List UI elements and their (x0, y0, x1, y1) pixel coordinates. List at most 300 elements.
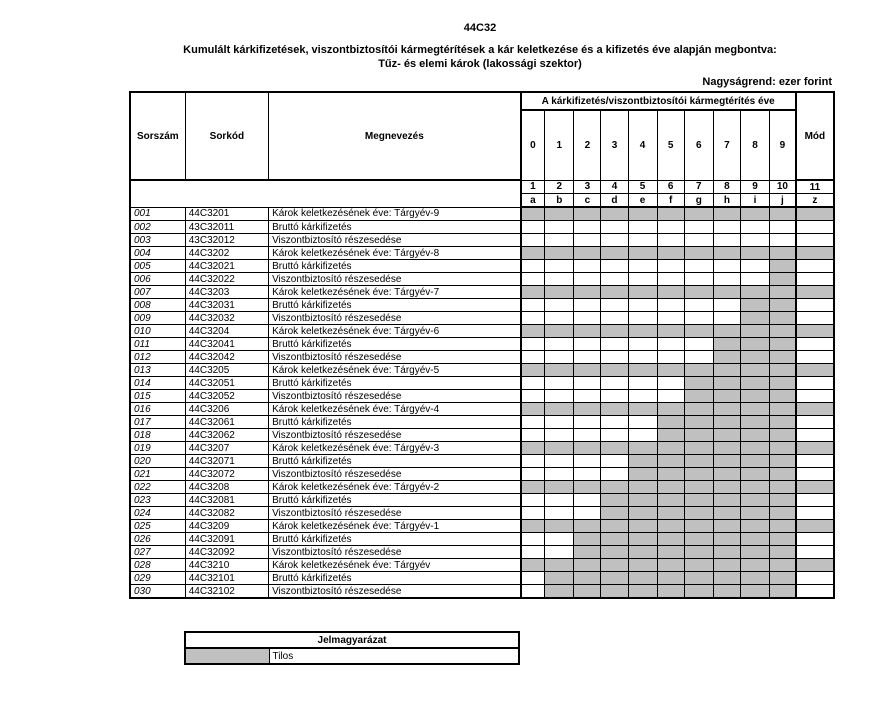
cell-forbidden (574, 533, 601, 546)
table-row (130, 286, 834, 299)
input-cell[interactable] (628, 273, 657, 286)
input-cell[interactable] (684, 260, 713, 273)
input-cell[interactable] (601, 338, 628, 351)
cell-forbidden (770, 247, 796, 260)
row-sorkod: 44C32051 (185, 377, 268, 390)
col-header-year: 8 (740, 110, 769, 180)
input-cell[interactable] (521, 546, 545, 559)
col-header-mod: Mód (796, 92, 834, 180)
input-cell[interactable] (601, 377, 628, 390)
col-header-sorszam: Sorszám (130, 92, 185, 180)
input-cell[interactable] (545, 299, 574, 312)
input-cell-mod[interactable] (796, 533, 834, 546)
table-row (130, 455, 834, 468)
cell-forbidden (713, 468, 740, 481)
input-cell[interactable] (713, 234, 740, 247)
cell-forbidden (628, 481, 657, 494)
cell-forbidden (713, 559, 740, 572)
col-letter: c (574, 194, 601, 208)
legend-label: Tilos (269, 648, 519, 664)
input-cell-mod[interactable] (796, 377, 834, 390)
page-subtitle: Tűz- és elemi károk (lakossági szektor) (378, 58, 582, 70)
input-cell[interactable] (545, 546, 574, 559)
input-cell[interactable] (545, 234, 574, 247)
cell-forbidden (740, 546, 769, 559)
input-cell-mod[interactable] (796, 416, 834, 429)
col-number: 7 (684, 180, 713, 194)
input-cell[interactable] (684, 221, 713, 234)
cell-forbidden (740, 207, 769, 221)
input-cell[interactable] (574, 260, 601, 273)
row-sorkod: 44C32102 (185, 585, 268, 599)
cell-forbidden (601, 507, 628, 520)
cell-forbidden (770, 377, 796, 390)
cell-forbidden (713, 325, 740, 338)
input-cell[interactable] (545, 494, 574, 507)
row-sorszam: 010 (130, 325, 185, 338)
input-cell[interactable] (628, 338, 657, 351)
cell-forbidden (770, 260, 796, 273)
input-cell[interactable] (545, 351, 574, 364)
row-sorkod: 44C32081 (185, 494, 268, 507)
cell-forbidden (713, 416, 740, 429)
cell-forbidden (770, 325, 796, 338)
input-cell[interactable] (545, 221, 574, 234)
input-cell[interactable] (521, 455, 545, 468)
cell-forbidden (657, 468, 684, 481)
row-megnevezes: Bruttó kárkifizetés (269, 572, 521, 585)
cell-forbidden (740, 377, 769, 390)
row-sorkod: 44C3209 (185, 520, 268, 533)
input-cell[interactable] (574, 299, 601, 312)
table-row (130, 207, 834, 221)
cell-forbidden (628, 442, 657, 455)
cell-forbidden (796, 559, 834, 572)
data-table (129, 91, 835, 599)
cell-forbidden (684, 559, 713, 572)
input-cell[interactable] (545, 338, 574, 351)
col-letter: a (521, 194, 545, 208)
table-row (130, 390, 834, 403)
input-cell[interactable] (740, 234, 769, 247)
input-cell[interactable] (521, 377, 545, 390)
input-cell[interactable] (601, 260, 628, 273)
input-cell-mod[interactable] (796, 572, 834, 585)
input-cell[interactable] (770, 234, 796, 247)
input-cell[interactable] (628, 390, 657, 403)
col-number: 1 (521, 180, 545, 194)
row-sorszam: 019 (130, 442, 185, 455)
input-cell[interactable] (657, 299, 684, 312)
cell-forbidden (684, 403, 713, 416)
input-cell[interactable] (628, 299, 657, 312)
cell-forbidden (770, 273, 796, 286)
row-sorszam: 026 (130, 533, 185, 546)
table-row (130, 247, 834, 260)
input-cell[interactable] (521, 468, 545, 481)
input-cell[interactable] (521, 390, 545, 403)
cell-forbidden (601, 559, 628, 572)
input-cell[interactable] (684, 351, 713, 364)
row-sorszam: 004 (130, 247, 185, 260)
cell-forbidden (740, 299, 769, 312)
input-cell[interactable] (601, 221, 628, 234)
cell-forbidden (601, 494, 628, 507)
col-header-sorkod: Sorkód (185, 92, 268, 180)
row-megnevezes: Viszontbiztosító részesedése (269, 273, 521, 286)
cell-forbidden (521, 520, 545, 533)
legend-title: Jelmagyarázat (185, 632, 519, 648)
cell-forbidden (521, 364, 545, 377)
table-row (130, 585, 834, 599)
input-cell[interactable] (601, 351, 628, 364)
input-cell[interactable] (574, 468, 601, 481)
input-cell-mod[interactable] (796, 429, 834, 442)
cell-forbidden (684, 390, 713, 403)
row-sorkod: 44C32072 (185, 468, 268, 481)
input-cell[interactable] (684, 234, 713, 247)
row-sorszam: 028 (130, 559, 185, 572)
cell-forbidden (796, 247, 834, 260)
input-cell[interactable] (657, 390, 684, 403)
input-cell[interactable] (545, 273, 574, 286)
col-header-year: 9 (770, 110, 796, 180)
cell-forbidden (545, 520, 574, 533)
input-cell[interactable] (521, 273, 545, 286)
row-megnevezes: Bruttó kárkifizetés (269, 299, 521, 312)
input-cell-mod[interactable] (796, 390, 834, 403)
cell-forbidden (521, 325, 545, 338)
input-cell[interactable] (657, 234, 684, 247)
table-row (130, 416, 834, 429)
cell-forbidden (684, 546, 713, 559)
input-cell[interactable] (684, 338, 713, 351)
cell-forbidden (628, 533, 657, 546)
input-cell[interactable] (628, 221, 657, 234)
col-header-megnevezes: Megnevezés (269, 92, 521, 180)
cell-forbidden (657, 481, 684, 494)
input-cell[interactable] (684, 312, 713, 325)
table-row (130, 234, 834, 247)
row-sorkod: 44C3206 (185, 403, 268, 416)
input-cell-mod[interactable] (796, 299, 834, 312)
input-cell[interactable] (684, 273, 713, 286)
row-sorkod: 44C32022 (185, 273, 268, 286)
cell-forbidden (770, 481, 796, 494)
row-megnevezes: Bruttó kárkifizetés (269, 494, 521, 507)
cell-forbidden (684, 507, 713, 520)
cell-forbidden (574, 481, 601, 494)
input-cell[interactable] (574, 351, 601, 364)
col-header-year: 3 (601, 110, 628, 180)
col-number: 2 (545, 180, 574, 194)
input-cell[interactable] (545, 390, 574, 403)
cell-forbidden (628, 455, 657, 468)
cell-forbidden (657, 403, 684, 416)
input-cell[interactable] (574, 390, 601, 403)
input-cell[interactable] (713, 260, 740, 273)
cell-forbidden (684, 481, 713, 494)
cell-forbidden (740, 533, 769, 546)
col-number: 9 (740, 180, 769, 194)
input-cell[interactable] (657, 338, 684, 351)
input-cell[interactable] (713, 221, 740, 234)
input-cell[interactable] (601, 273, 628, 286)
cell-forbidden (713, 364, 740, 377)
cell-forbidden (770, 403, 796, 416)
cell-forbidden (713, 572, 740, 585)
table-row (130, 468, 834, 481)
cell-forbidden (713, 442, 740, 455)
input-cell[interactable] (521, 260, 545, 273)
cell-forbidden (740, 351, 769, 364)
row-sorszam: 020 (130, 455, 185, 468)
row-megnevezes: Viszontbiztosító részesedése (269, 585, 521, 599)
input-cell[interactable] (628, 416, 657, 429)
input-cell-mod[interactable] (796, 260, 834, 273)
cell-forbidden (521, 247, 545, 260)
cell-forbidden (601, 585, 628, 599)
input-cell[interactable] (521, 299, 545, 312)
cell-forbidden (740, 507, 769, 520)
input-cell[interactable] (521, 585, 545, 599)
cell-forbidden (545, 364, 574, 377)
row-megnevezes: Bruttó kárkifizetés (269, 416, 521, 429)
cell-forbidden (770, 494, 796, 507)
row-megnevezes: Viszontbiztosító részesedése (269, 507, 521, 520)
input-cell[interactable] (574, 429, 601, 442)
input-cell[interactable] (545, 429, 574, 442)
table-row (130, 559, 834, 572)
cell-forbidden (657, 247, 684, 260)
input-cell[interactable] (545, 377, 574, 390)
input-cell[interactable] (521, 533, 545, 546)
cell-forbidden (521, 286, 545, 299)
input-cell[interactable] (545, 260, 574, 273)
table-row (130, 520, 834, 533)
input-cell[interactable] (574, 377, 601, 390)
cell-forbidden (628, 286, 657, 299)
table-row (130, 364, 834, 377)
input-cell[interactable] (713, 273, 740, 286)
cell-forbidden (601, 546, 628, 559)
input-cell[interactable] (601, 416, 628, 429)
input-cell[interactable] (545, 507, 574, 520)
input-cell[interactable] (521, 234, 545, 247)
cell-forbidden (545, 403, 574, 416)
input-cell[interactable] (574, 338, 601, 351)
cell-forbidden (740, 585, 769, 599)
input-cell[interactable] (521, 338, 545, 351)
input-cell[interactable] (574, 507, 601, 520)
input-cell[interactable] (521, 312, 545, 325)
table-row (130, 221, 834, 234)
input-cell[interactable] (521, 429, 545, 442)
input-cell[interactable] (521, 221, 545, 234)
input-cell[interactable] (628, 429, 657, 442)
input-cell[interactable] (521, 494, 545, 507)
cell-forbidden (545, 325, 574, 338)
input-cell[interactable] (601, 390, 628, 403)
input-cell[interactable] (601, 312, 628, 325)
input-cell[interactable] (601, 429, 628, 442)
input-cell[interactable] (601, 234, 628, 247)
col-header-year: 7 (713, 110, 740, 180)
input-cell[interactable] (521, 507, 545, 520)
input-cell-mod[interactable] (796, 273, 834, 286)
cell-forbidden (657, 455, 684, 468)
row-megnevezes: Viszontbiztosító részesedése (269, 429, 521, 442)
input-cell[interactable] (574, 221, 601, 234)
input-cell[interactable] (574, 494, 601, 507)
input-cell[interactable] (657, 377, 684, 390)
row-sorkod: 44C32071 (185, 455, 268, 468)
table-row (130, 377, 834, 390)
col-letter: j (770, 194, 796, 208)
cell-forbidden (628, 494, 657, 507)
input-cell[interactable] (713, 312, 740, 325)
cell-forbidden (684, 325, 713, 338)
col-number: 5 (628, 180, 657, 194)
col-number: 11 (796, 180, 834, 194)
input-cell[interactable] (545, 416, 574, 429)
input-cell[interactable] (545, 312, 574, 325)
row-sorkod: 44C32061 (185, 416, 268, 429)
input-cell-mod[interactable] (796, 221, 834, 234)
row-sorszam: 005 (130, 260, 185, 273)
input-cell-mod[interactable] (796, 468, 834, 481)
input-cell[interactable] (657, 351, 684, 364)
cell-forbidden (713, 247, 740, 260)
col-letter: d (601, 194, 628, 208)
input-cell[interactable] (657, 273, 684, 286)
input-cell[interactable] (574, 234, 601, 247)
cell-forbidden (684, 416, 713, 429)
cell-forbidden (770, 533, 796, 546)
cell-forbidden (770, 429, 796, 442)
cell-forbidden (770, 364, 796, 377)
input-cell-mod[interactable] (796, 338, 834, 351)
input-cell[interactable] (628, 234, 657, 247)
input-cell[interactable] (657, 312, 684, 325)
row-sorszam: 017 (130, 416, 185, 429)
col-letter: i (740, 194, 769, 208)
input-cell-mod[interactable] (796, 351, 834, 364)
col-number: 4 (601, 180, 628, 194)
cell-forbidden (545, 247, 574, 260)
input-cell[interactable] (770, 221, 796, 234)
input-cell[interactable] (628, 312, 657, 325)
input-cell-mod[interactable] (796, 585, 834, 599)
input-cell-mod[interactable] (796, 455, 834, 468)
cell-forbidden (770, 468, 796, 481)
input-cell[interactable] (545, 468, 574, 481)
cell-forbidden (657, 442, 684, 455)
input-cell[interactable] (657, 221, 684, 234)
input-cell[interactable] (628, 351, 657, 364)
row-sorszam: 008 (130, 299, 185, 312)
input-cell[interactable] (574, 455, 601, 468)
input-cell[interactable] (601, 468, 628, 481)
row-sorkod: 44C3207 (185, 442, 268, 455)
input-cell[interactable] (601, 455, 628, 468)
input-cell[interactable] (521, 416, 545, 429)
row-sorkod: 44C32031 (185, 299, 268, 312)
form-code: 44C32 (463, 22, 497, 34)
input-cell[interactable] (545, 533, 574, 546)
input-cell[interactable] (574, 312, 601, 325)
input-cell[interactable] (521, 351, 545, 364)
input-cell[interactable] (628, 260, 657, 273)
cell-forbidden (770, 312, 796, 325)
cell-forbidden (574, 286, 601, 299)
input-cell[interactable] (684, 299, 713, 312)
input-cell[interactable] (657, 260, 684, 273)
input-cell-mod[interactable] (796, 546, 834, 559)
cell-forbidden (713, 286, 740, 299)
row-sorkod: 43C32011 (185, 221, 268, 234)
cell-forbidden (545, 481, 574, 494)
input-cell[interactable] (574, 416, 601, 429)
cell-forbidden (684, 364, 713, 377)
row-sorszam: 009 (130, 312, 185, 325)
input-cell[interactable] (740, 221, 769, 234)
cell-forbidden (740, 559, 769, 572)
col-letter: g (684, 194, 713, 208)
cell-forbidden (740, 468, 769, 481)
cell-forbidden (740, 481, 769, 494)
cell-forbidden (601, 325, 628, 338)
row-sorszam: 014 (130, 377, 185, 390)
input-cell-mod[interactable] (796, 312, 834, 325)
input-cell[interactable] (601, 299, 628, 312)
input-cell[interactable] (628, 377, 657, 390)
cell-forbidden (770, 416, 796, 429)
table-row (130, 533, 834, 546)
cell-forbidden (796, 207, 834, 221)
cell-forbidden (628, 546, 657, 559)
col-header-year: 5 (657, 110, 684, 180)
table-row (130, 299, 834, 312)
input-cell-mod[interactable] (796, 494, 834, 507)
cell-forbidden (657, 416, 684, 429)
input-cell-mod[interactable] (796, 234, 834, 247)
cell-forbidden (740, 325, 769, 338)
input-cell[interactable] (713, 299, 740, 312)
input-cell[interactable] (740, 260, 769, 273)
row-megnevezes: Viszontbiztosító részesedése (269, 312, 521, 325)
cell-forbidden (796, 286, 834, 299)
row-megnevezes: Károk keletkezésének éve: Tárgyév-7 (269, 286, 521, 299)
cell-forbidden (684, 377, 713, 390)
cell-forbidden (574, 325, 601, 338)
row-sorszam: 011 (130, 338, 185, 351)
header-filler (130, 180, 521, 207)
input-cell[interactable] (545, 455, 574, 468)
input-cell[interactable] (521, 572, 545, 585)
row-megnevezes: Bruttó kárkifizetés (269, 533, 521, 546)
table-row (130, 442, 834, 455)
input-cell-mod[interactable] (796, 507, 834, 520)
input-cell[interactable] (740, 273, 769, 286)
cell-forbidden (657, 286, 684, 299)
cell-forbidden (684, 494, 713, 507)
cell-forbidden (713, 377, 740, 390)
cell-forbidden (770, 455, 796, 468)
cell-forbidden (574, 546, 601, 559)
input-cell[interactable] (574, 273, 601, 286)
legend-swatch (185, 648, 269, 664)
